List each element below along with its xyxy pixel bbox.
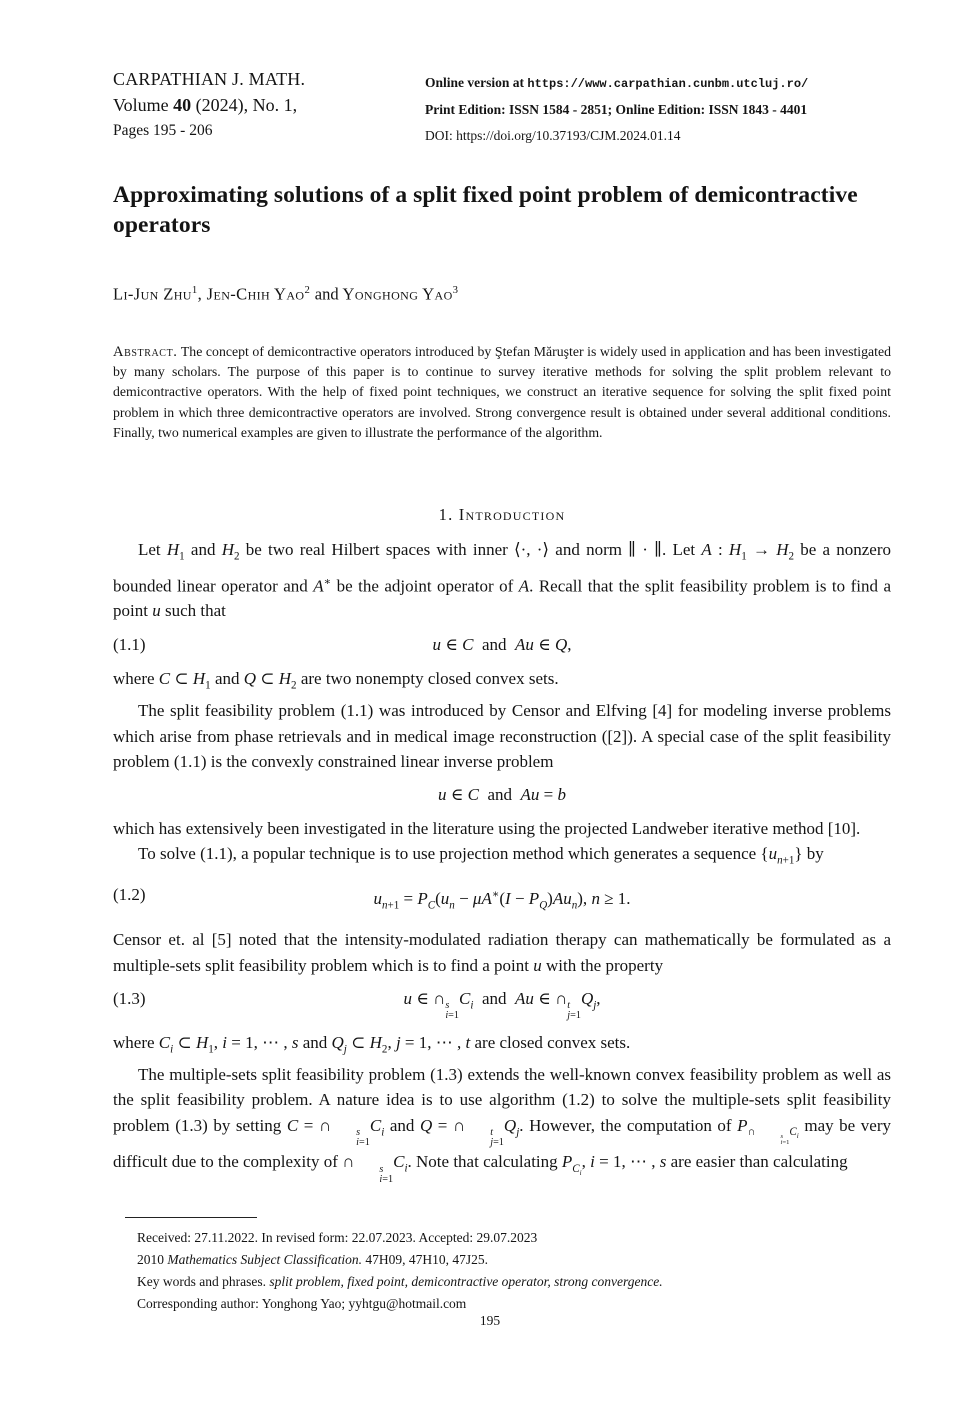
section-heading: 1. Introduction <box>438 505 566 524</box>
equation-1-1 <box>113 632 891 657</box>
paragraph-landweber: which has extensively been investigated in the literature using the projected Landweber iterative method [10]. <box>113 819 861 839</box>
paper-title: Approximating solutions of a split fixed point problem of demicontractive operators <box>113 182 858 238</box>
paragraph-multiple-sets: The multiple-sets split feasibility problem (1.3) extends the well-known convex feasibility problem as well as the split feasibility problem. A nature idea is to use algorithm (1.2) to solve the multiple-sets split feasibility problem (1.3) by setting C = ∩ s i=1 $C_i$ and Q = ∩ t j=1 $Q_j$. However, the computation of $P_{\cap s i=1 C_i}$ may be very difficult due to the complexity of ∩ s i=1 $C_i$. Note that calculating $P_{C_i}$, i = 1, ⋯ , s are easier than calculating <box>113 1065 891 1185</box>
equation-1-2 <box>113 882 891 918</box>
authors-line: Li-Jun Zhu$^1$, Jen-Chih Yao$^2$ and Yonghong Yao$^3$ <box>113 284 459 304</box>
paragraph-where-ciqj: where $C_i$ ⊂ $H_1$, i = 1, ⋯ , s and $Q_j$ ⊂ $H_2$, j = 1, ⋯ , t are closed convex sets. <box>113 1032 631 1056</box>
journal-header-left <box>113 66 305 144</box>
footnote-corresponding: Corresponding author: Yonghong Yao; yyhtgu@hotmail.com <box>137 1296 467 1311</box>
equation-body: u ∈ C and Au = b <box>438 785 566 805</box>
equation-body: $u_{n+1} = P_C(u_n - \mu A^∗(I - P_Q)Au_n)$, n ≥ 1. <box>373 888 631 912</box>
paragraph-censor-elfving: The split feasibility problem (1.1) was introduced by Censor and Elfving [4] for modeling inverse problems which arise from phase retrievals and in medical image reconstruction ([2]). A special case of the split feasibility problem (1.1) is the convexly constrained linear inverse problem <box>113 701 891 771</box>
abstract-text: The concept of demicontractive operators introduced by Ştefan Măruşter is widely used in application and has been investigated by many scholars. The purpose of this paper is to continue to survey iterative methods for solving the split problem relevant to demicontractive operators. With the help of fixed point techniques, we construct an iterative sequence for solving the split fixed point problem in which three demicontractive operators are involved. Strong convergence result is obtained under several additional conditions. Finally, two numerical examples are given to illustrate the performance of the algorithm. <box>113 344 891 440</box>
footnote-msc: 2010 Mathematics Subject Classification. 47H09, 47H10, 47J25. <box>137 1252 488 1267</box>
equation-body: u ∈ C and Au ∈ Q, <box>432 634 572 654</box>
equation-label: (1.2) <box>113 885 146 905</box>
paragraph-where-cq: where C ⊂ $H_1$ and Q ⊂ $H_2$ are two nonempty closed convex sets. <box>113 668 559 692</box>
paragraph-imrt: Censor et. al [5] noted that the intensity-modulated radiation therapy can mathematically be formulated as a multiple-sets split feasibility problem which is to find a point u with the property <box>113 930 891 975</box>
article-body <box>113 537 891 1186</box>
issn-line: Print Edition: ISSN 1584 - 2851; Online Edition: ISSN 1843 - 4401 <box>425 102 808 117</box>
journal-pages: Pages 195 - 206 <box>113 122 213 139</box>
equation-label: (1.1) <box>113 634 146 654</box>
footnote-rule <box>125 1217 257 1218</box>
footnote-received: Received: 27.11.2022. In revised form: 22.07.2023. Accepted: 29.07.2023 <box>137 1230 538 1245</box>
footnote-keywords: Key words and phrases. split problem, fixed point, demicontractive operator, strong convergence. <box>137 1274 663 1289</box>
journal-header-right <box>425 70 808 149</box>
abstract <box>113 342 891 443</box>
abstract-label: Abstract. <box>113 344 178 360</box>
doi-line: DOI: https://doi.org/10.37193/CJM.2024.01.14 <box>425 128 681 143</box>
paragraph-projection: To solve (1.1), a popular technique is to use projection method which generates a sequence $\{u_{n+1}\}$ by <box>138 844 824 867</box>
paragraph-intro: Let $H_1$ and $H_2$ be two real Hilbert spaces with inner ⟨·, ·⟩ and norm ∥ · ∥. Let A : $H_1 \to H_2$ be a nonzero bounded linear operator and A∗ be the adjoint operator of A. Recall that the split feasibility problem is to find a point u such that <box>113 540 892 621</box>
page-number: 195 <box>479 1313 501 1328</box>
equation-unlabeled <box>113 782 891 807</box>
equation-body: u ∈ ∩ s i=1 $C_i$ and Au ∈ ∩ t j=1 $Q_j$, <box>403 988 601 1021</box>
equation-label: (1.3) <box>113 988 146 1008</box>
online-version-line: Online version at https://www.carpathian.cunbm.utcluj.ro/ <box>425 75 809 91</box>
footnotes <box>137 1227 897 1315</box>
journal-volume: Volume 40 (2024), No. 1, <box>113 95 298 115</box>
journal-name: CARPATHIAN J. MATH. <box>113 69 306 89</box>
equation-1-3 <box>113 986 891 1021</box>
